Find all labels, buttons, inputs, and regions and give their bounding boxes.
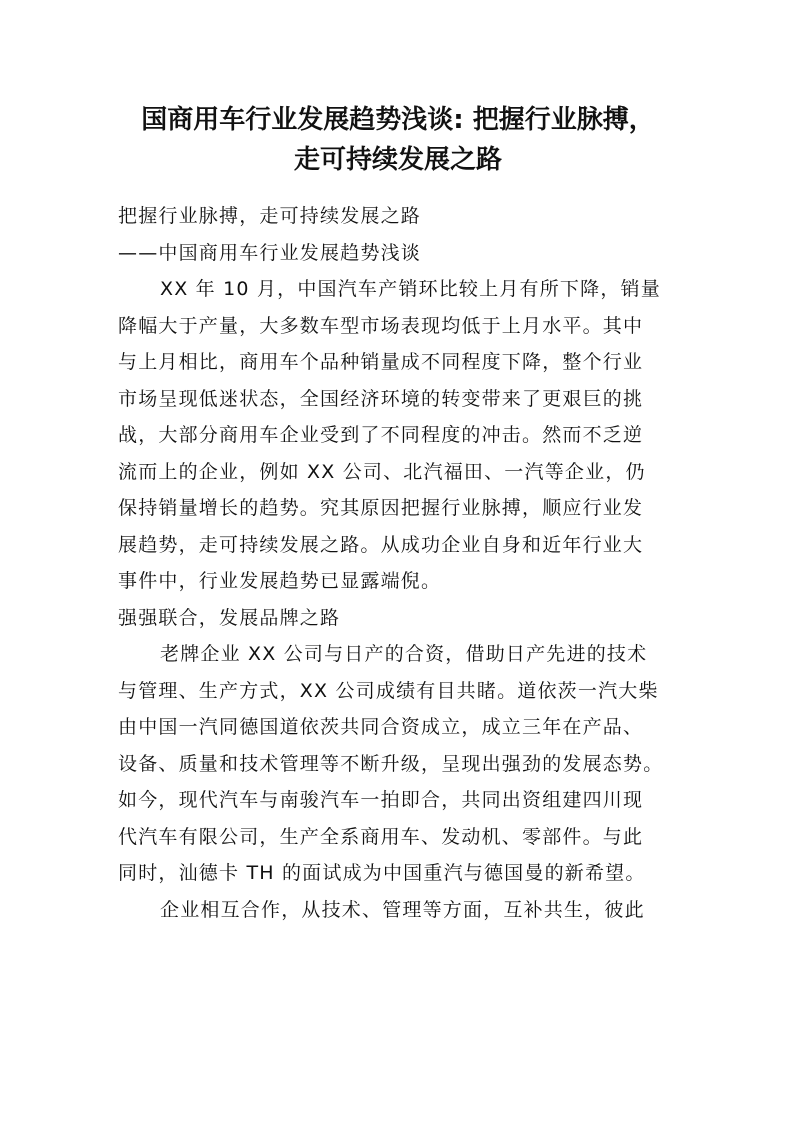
paragraph-line: 与上月相比，商用车个品种销量成不同程度下降，整个行业 (118, 351, 644, 373)
paragraph-line: 由中国一汽同德国道依茨共同合资成立，成立三年在产品、 (118, 716, 644, 738)
paragraph-line: 降幅大于产量，大多数车型市场表现均低于上月水平。其中 (118, 314, 644, 337)
paragraph-line: 流而上的企业，例如 XX 公司、北汽福田、一汽等企业，仍 (118, 460, 646, 483)
document-title-line-1: 国商用车行业发展趋势浅谈: 把握行业脉搏， (141, 105, 655, 135)
paragraph-line: 市场呈现低迷状态，全国经济环境的转变带来了更艰巨的挑 (118, 387, 644, 410)
paragraph-line: 企业相互合作，从技术、管理等方面，互补共生，彼此 (160, 898, 645, 921)
paragraph-line: 战，大部分商用车企业受到了不同程度的冲击。然而不乏逆 (118, 424, 644, 446)
paragraph-line: 如今，现代汽车与南骏汽车一拍即合，共同出资组建四川现 (118, 789, 644, 811)
paragraph-line: 与管理、生产方式，XX 公司成绩有目共睹。道依茨一汽大柴 (118, 679, 659, 702)
paragraph-line: 同时，汕德卡 TH 的面试成为中国重汽与德国曼的新希望。 (118, 862, 646, 884)
paragraph-line: 保持销量增长的趋势。究其原因把握行业脉搏，顺应行业发 (118, 497, 644, 519)
subtitle-line: ——中国商用车行业发展趋势浅谈 (118, 241, 422, 264)
paragraph-line: XX 年 10 月，中国汽车产销环比较上月有所下降，销量 (160, 278, 661, 300)
document-title-line-2: 走可持续发展之路 (293, 145, 502, 175)
paragraph-line: 代汽车有限公司，生产全系商用车、发动机、零部件。与此 (118, 825, 644, 848)
paragraph-line: 设备、质量和技术管理等不断升级，呈现出强劲的发展态势。 (118, 752, 664, 775)
paragraph-line: 事件中，行业发展趋势已显露端倪。 (118, 570, 442, 592)
paragraph-line: 老牌企业 XX 公司与日产的合资，借助日产先进的技术 (160, 643, 648, 665)
paragraph-line: 展趋势，走可持续发展之路。从成功企业自身和近年行业大 (118, 533, 644, 556)
section-heading: 把握行业脉搏，走可持续发展之路 (118, 205, 422, 227)
document-body (118, 198, 680, 928)
section-heading: 强强联合，发展品牌之路 (118, 606, 341, 629)
